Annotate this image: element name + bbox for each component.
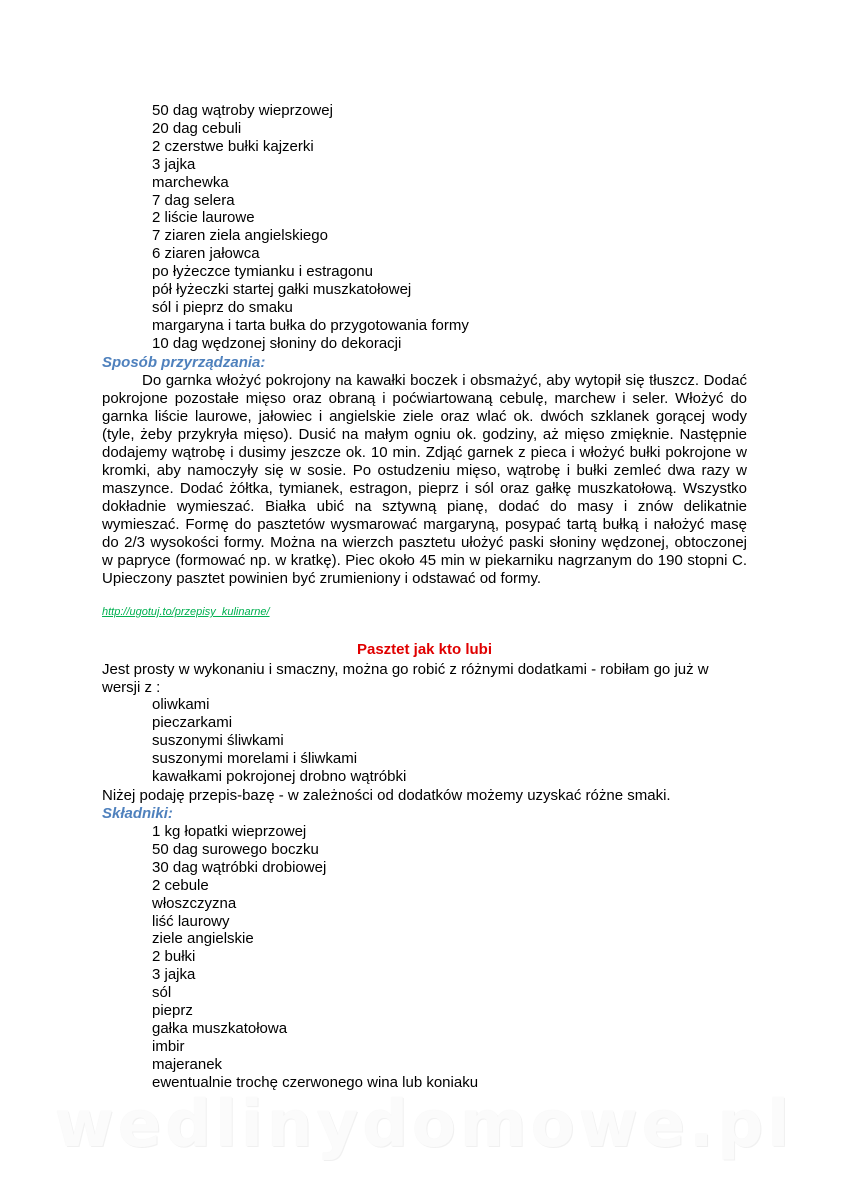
ingredients-list-first	[152, 102, 469, 353]
variants-list	[152, 696, 406, 786]
ingredient-item: pieprz	[152, 1002, 193, 1020]
ingredient-item: gałka muszkatołowa	[152, 1019, 288, 1037]
ingredient-item: 2 cebule	[152, 876, 209, 894]
ingredient-item: 10 dag wędzonej słoniny do dekoracji	[152, 334, 402, 352]
variant-item: suszonymi morelami i śliwkami	[152, 749, 358, 767]
ingredient-item: sól	[152, 984, 172, 1002]
ingredient-item: ziele angielskie	[152, 930, 254, 948]
ingredient-item: 50 dag wątroby wieprzowej	[152, 102, 333, 119]
ingredient-item: liść laurowy	[152, 912, 230, 930]
ingredient-item: 1 kg łopatki wieprzowej	[152, 823, 307, 840]
method-paragraph: Do garnka włożyć pokrojony na kawałki boczek i obsmażyć, aby wytopił się tłuszcz. Dodać pokrojone pozostałe mięso oraz obraną i poćwiartowaną cebulę, marchew i seler. Włożyć do garnka liście laurowe, jałowiec i angielskie ziele oraz wlać ok. dwóch szklanek gorącej wody (tyle, żeby przykryła mięso). Dusić na małym ogniu ok. godziny, aż mięso zmięknie. Następnie dodajemy wątrobę i dusimy jeszcze ok. 10 min. Zdjąć garnek z pieca i włożyć bułki pokrojone w kromki, aby namoczyły się w sosie. Po ostudzeniu mięso, wątrobę i bułki zemleć dwa razy w maszynce. Dodać żółtka, tymianek, estragon, pieprz i sól oraz gałkę muszkatołową. Wszystko dokładnie wymieszać. Białka ubić na sztywną pianę, dodać do masy i znów delikatnie wymieszać. Formę do pasztetów wysmarować margaryną, posypać tartą bułką i nałożyć masę do 2/3 wysokości formy. Można na wierzch pasztetu ułożyć paski słoniny wędzonej, obtoczonej w papryce (formować np. w kratkę). Piec około 45 min w piekarniku nagrzanym do 190 stopni C. Upieczony pasztet powinien być zrumieniony i odstawać od formy.	[102, 372, 747, 587]
ingredients-list-second	[152, 823, 478, 1092]
ingredient-item: 2 bułki	[152, 948, 196, 966]
ingredient-item: włoszczyzna	[152, 894, 237, 912]
ingredients-heading: Składniki:	[102, 805, 173, 822]
method-heading: Sposób przyrządzania:	[102, 354, 266, 371]
ingredient-item: 7 ziaren ziela angielskiego	[152, 227, 328, 245]
ingredient-item: ewentualnie trochę czerwonego wina lub koniaku	[152, 1073, 479, 1091]
ingredient-item: pół łyżeczki startej gałki muszkatołowej	[152, 281, 412, 299]
ingredient-item: 2 liście laurowe	[152, 209, 255, 227]
ingredient-item: po łyżeczce tymianku i estragonu	[152, 263, 373, 281]
variant-item: oliwkami	[152, 696, 210, 713]
source-link[interactable]: http://ugotuj.to/przepisy_kulinarne/	[102, 606, 270, 618]
variant-item: suszonymi śliwkami	[152, 731, 284, 749]
ingredient-item: imbir	[152, 1037, 185, 1055]
variant-item: kawałkami pokrojonej drobno wątróbki	[152, 767, 407, 785]
ingredient-item: 50 dag surowego boczku	[152, 840, 319, 858]
base-recipe-note: Niżej podaję przepis-bazę - w zależności od dodatków możemy uzyskać różne smaki.	[102, 787, 671, 804]
recipe-intro: Jest prosty w wykonaniu i smaczny, można go robić z różnymi dodatkami - robiłam go już w wersji z :	[102, 661, 709, 696]
ingredient-item: 30 dag wątróbki drobiowej	[152, 858, 327, 876]
recipe-title: Pasztet jak kto lubi	[356, 641, 493, 658]
ingredient-item: 3 jajka	[152, 966, 196, 984]
ingredient-item: 2 czerstwe bułki kajzerki	[152, 137, 314, 155]
ingredient-item: margaryna i tarta bułka do przygotowania formy	[152, 316, 469, 334]
ingredient-item: 20 dag cebuli	[152, 119, 242, 137]
ingredient-item: sól i pieprz do smaku	[152, 298, 293, 316]
watermark: wedlinydomowe.pl	[54, 1088, 794, 1162]
ingredient-item: 7 dag selera	[152, 191, 235, 209]
variant-item: pieczarkami	[152, 713, 233, 731]
ingredient-item: marchewka	[152, 173, 229, 191]
ingredient-item: 6 ziaren jałowca	[152, 245, 260, 263]
ingredient-item: majeranek	[152, 1055, 223, 1073]
ingredient-item: 3 jajka	[152, 155, 196, 173]
